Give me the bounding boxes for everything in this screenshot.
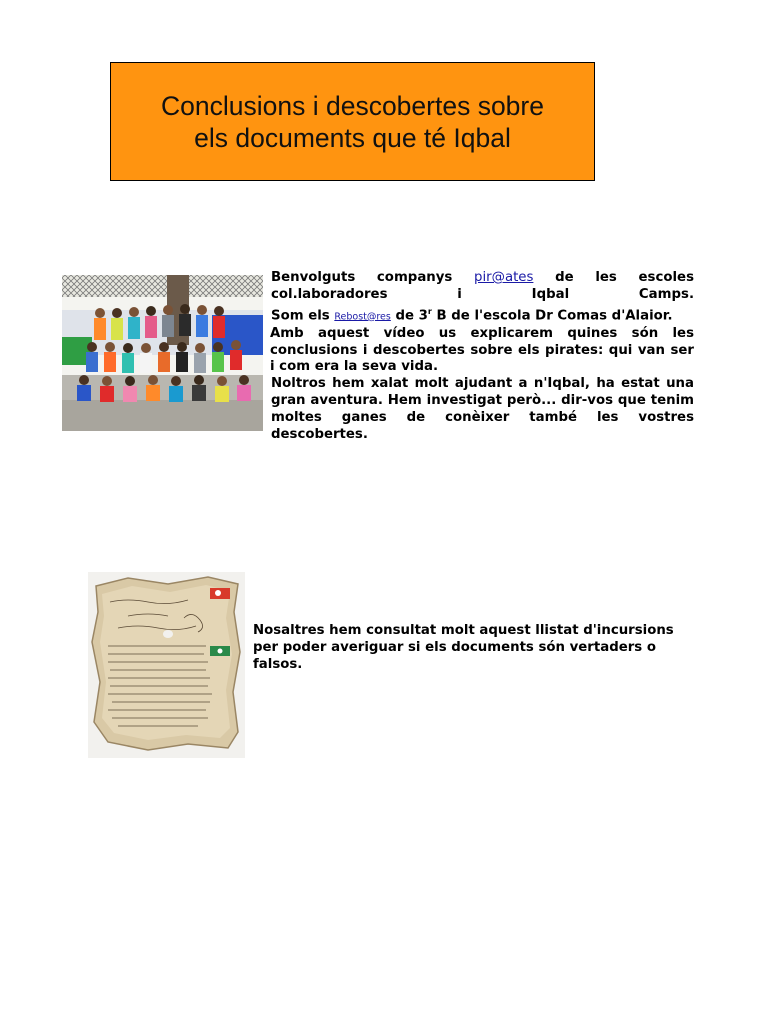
rebost-link[interactable]: Rebost@res <box>334 311 391 323</box>
greeting-line <box>271 270 694 304</box>
greeting-suffix: de les escoles col.laboradores i Iqbal Camps. <box>271 270 694 302</box>
page-title <box>161 90 544 154</box>
class-group-photo <box>62 275 263 431</box>
greeting-prefix: Benvolguts companys <box>271 270 453 285</box>
document-caption <box>253 622 698 673</box>
title-box <box>110 62 595 181</box>
class-prefix: de 3 <box>395 308 428 324</box>
class-suffix: B de l'escola Dr Comas d'Alaior. <box>436 308 673 324</box>
incursions-document-image <box>88 572 245 758</box>
document-caption-text: Nosaltres hem consultat molt aquest llistat d'incursions per poder averiguar si els documents són vertaders o falsos. <box>253 623 674 672</box>
noltros-paragraph: Noltros hem xalat molt ajudant a n'Iqbal, ha estat una gran aventura. Hem investigat però... dir-vos que tenim moltes ganes de conèixer també les vostres descobertes. <box>271 376 694 442</box>
class-line <box>271 304 694 326</box>
title-line-1: Conclusions i descobertes sobre <box>161 90 544 121</box>
title-line-2: els documents que té Iqbal <box>194 122 511 153</box>
class-superscript: r <box>427 306 432 316</box>
som-els-text: Som els <box>271 308 330 324</box>
intro-text <box>271 270 694 443</box>
video-paragraph: Amb aquest vídeo us explicarem quines són les conclusions i descobertes sobre els pirates: qui van ser i com era la seva vida. <box>270 325 694 375</box>
pirates-link[interactable]: pir@ates <box>474 270 534 285</box>
